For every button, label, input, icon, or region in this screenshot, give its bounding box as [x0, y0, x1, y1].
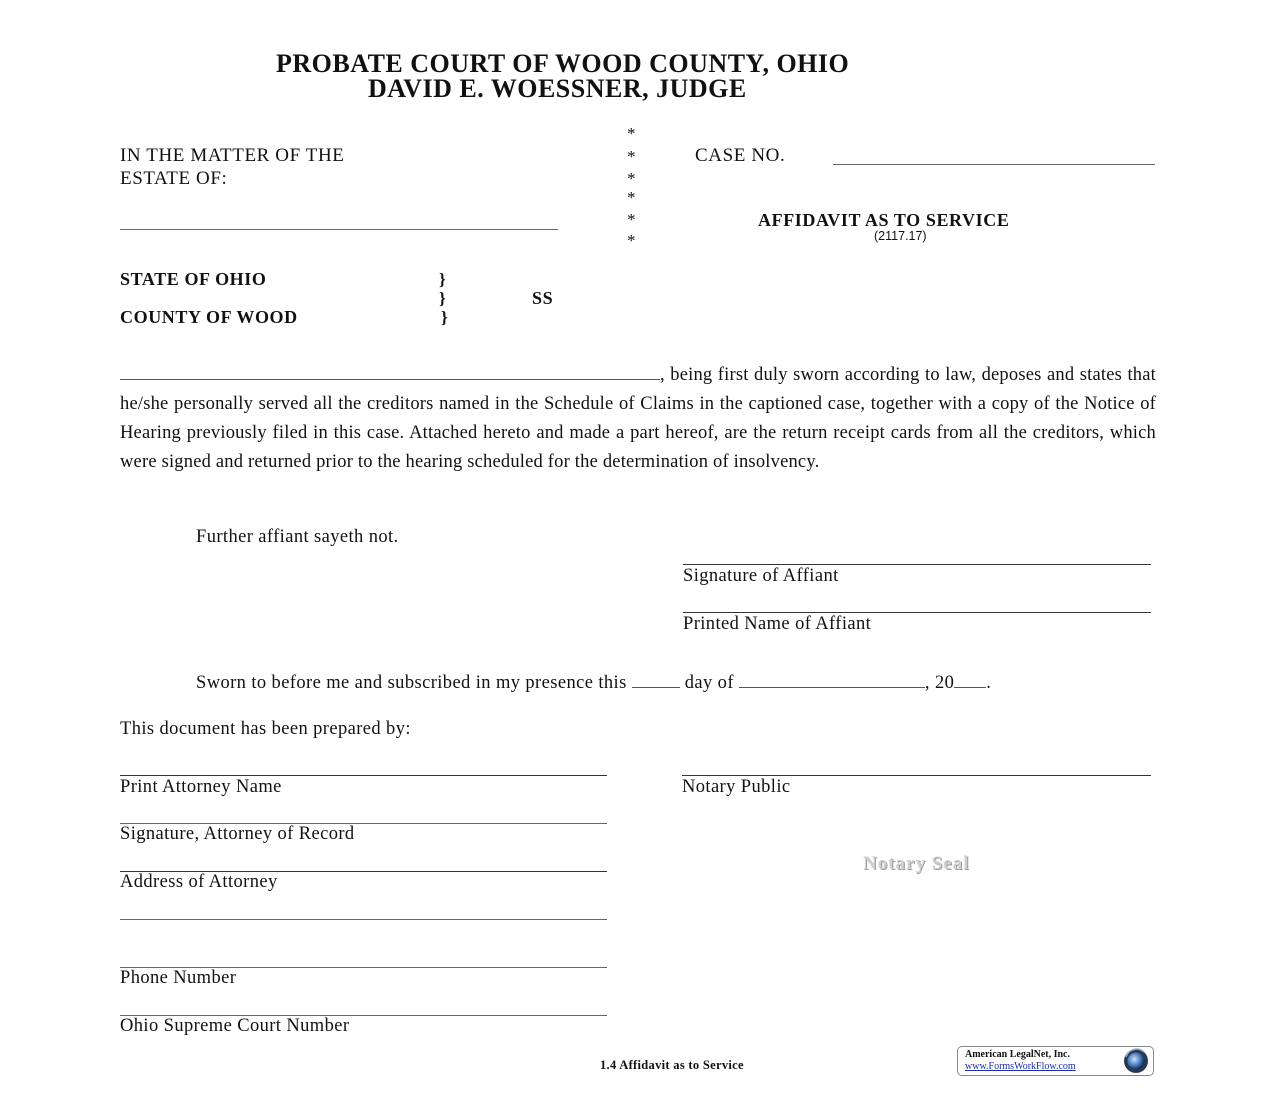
further-affiant-text: Further affiant sayeth not.	[196, 527, 399, 547]
affiant-signature-label: Signature of Affiant	[683, 566, 839, 586]
venue-bracket: }	[439, 289, 446, 308]
jurat-day-field[interactable]	[632, 671, 680, 688]
notary-signature-field[interactable]	[682, 775, 1151, 776]
attorney-name-label: Print Attorney Name	[120, 777, 282, 797]
jurat-end: .	[986, 673, 992, 693]
court-title: PROBATE COURT OF WOOD COUNTY, OHIO	[276, 49, 850, 78]
divider-star: *	[627, 169, 636, 188]
globe-icon	[1122, 1048, 1150, 1074]
divider-star: *	[627, 210, 636, 229]
divider-star: *	[627, 188, 636, 207]
american-legalnet-logo[interactable]	[957, 1046, 1154, 1076]
attorney-signature-label: Signature, Attorney of Record	[120, 824, 355, 844]
jurat-day-of-text: day of	[684, 673, 734, 693]
jurat-line	[196, 671, 991, 694]
jurat-year-prefix: , 20	[924, 673, 955, 693]
affiant-printed-name-label: Printed Name of Affiant	[683, 614, 872, 634]
jurat-month-field[interactable]	[739, 671, 925, 688]
jurat-year-field[interactable]	[954, 671, 986, 688]
notary-public-label: Notary Public	[682, 777, 791, 797]
divider-star: *	[627, 124, 636, 143]
matter-label-line2: ESTATE OF:	[120, 168, 228, 189]
jurat-text: Sworn to before me and subscribed in my presence this	[196, 673, 627, 693]
case-no-label: CASE NO.	[695, 145, 786, 166]
statute-reference: (2117.17)	[874, 229, 927, 243]
estate-name-field[interactable]	[120, 229, 558, 230]
affiant-printed-name-field[interactable]	[683, 612, 1151, 613]
logo-company: American LegalNet, Inc.	[965, 1049, 1070, 1060]
affidavit-text: , being first duly sworn according to law, deposes and states that he/she personally served all the creditors named in the Schedule of Claims in the captioned case, together with a copy of the Notice of Hearing previously filed in this case. Attached hereto and made a part hereof, are the return receipt cards from all the creditors, which were signed and returned prior to the hearing scheduled for the determination of insolvency.	[120, 365, 1156, 472]
matter-label-line1: IN THE MATTER OF THE	[120, 145, 345, 166]
venue-state: STATE OF OHIO	[120, 269, 267, 289]
venue-county: COUNTY OF WOOD	[120, 307, 298, 327]
divider-star: *	[627, 147, 636, 166]
venue-bracket: }	[441, 308, 448, 327]
affiant-name-field[interactable]	[120, 363, 660, 380]
affiant-signature-field[interactable]	[683, 564, 1151, 565]
notary-seal-watermark: Notary Seal	[863, 853, 970, 874]
venue-ss: SS	[532, 288, 554, 308]
attorney-name-field[interactable]	[120, 775, 607, 776]
judge-name: DAVID E. WOESSNER, JUDGE	[368, 74, 747, 103]
affidavit-paragraph	[120, 361, 1156, 477]
divider-star: *	[627, 231, 636, 250]
supreme-court-number-label: Ohio Supreme Court Number	[120, 1016, 350, 1036]
prepared-by-heading: This document has been prepared by:	[120, 719, 411, 739]
form-id: 1.4 Affidavit as to Service	[600, 1058, 744, 1072]
case-no-field[interactable]	[833, 164, 1155, 165]
attorney-address-label: Address of Attorney	[120, 872, 278, 892]
form-title: AFFIDAVIT AS TO SERVICE	[758, 210, 1010, 230]
attorney-address-line2-field[interactable]	[120, 919, 607, 920]
logo-url-link[interactable]: www.FormsWorkFlow.com	[965, 1061, 1076, 1072]
attorney-phone-label: Phone Number	[120, 968, 237, 988]
venue-bracket: }	[439, 270, 446, 289]
